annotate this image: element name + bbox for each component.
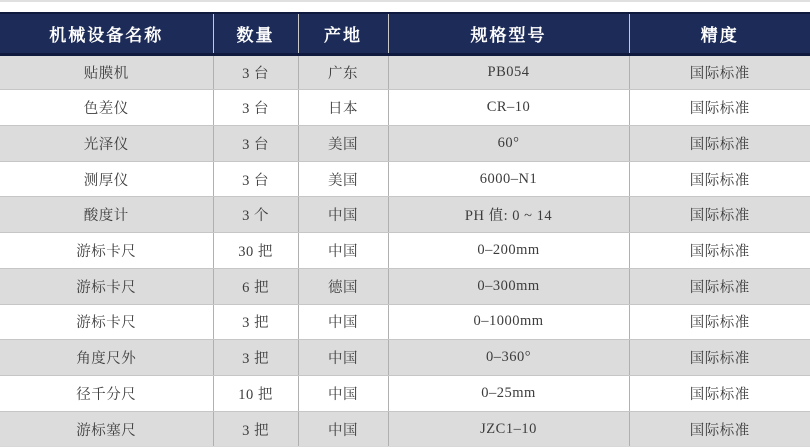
cell-name: 游标卡尺 (0, 233, 213, 269)
table-header (0, 13, 810, 54)
cell-name: 游标卡尺 (0, 268, 213, 304)
table-row (0, 304, 810, 340)
cell-precision: 国际标准 (629, 304, 810, 340)
cell-spec: PB054 (388, 54, 629, 90)
table-row (0, 268, 810, 304)
cell-spec: 6000–N1 (388, 161, 629, 197)
cell-quantity: 3 台 (213, 125, 298, 161)
cell-origin: 中国 (298, 411, 388, 447)
cell-quantity: 3 台 (213, 54, 298, 90)
cell-origin: 美国 (298, 125, 388, 161)
cell-name: 酸度计 (0, 197, 213, 233)
cell-precision: 国际标准 (629, 233, 810, 269)
cell-precision: 国际标准 (629, 125, 810, 161)
header-row (0, 13, 810, 54)
cell-quantity: 3 把 (213, 411, 298, 447)
table-row (0, 197, 810, 233)
header-cell-spec: 规格型号 (388, 13, 629, 54)
header-cell-precision: 精度 (629, 13, 810, 54)
table-row (0, 161, 810, 197)
cell-origin: 中国 (298, 340, 388, 376)
table-row (0, 233, 810, 269)
cell-precision: 国际标准 (629, 54, 810, 90)
table-row (0, 411, 810, 447)
cell-name: 径千分尺 (0, 375, 213, 411)
cell-quantity: 3 台 (213, 161, 298, 197)
cell-spec: 0–200mm (388, 233, 629, 269)
cell-precision: 国际标准 (629, 340, 810, 376)
cell-origin: 广东 (298, 54, 388, 90)
cell-spec: 0–300mm (388, 268, 629, 304)
cell-origin: 德国 (298, 268, 388, 304)
cell-name: 贴膜机 (0, 54, 213, 90)
cell-name: 测厚仪 (0, 161, 213, 197)
table-body (0, 54, 810, 447)
cell-spec: 0–25mm (388, 375, 629, 411)
table-row (0, 375, 810, 411)
equipment-table (0, 12, 810, 447)
cell-quantity: 30 把 (213, 233, 298, 269)
cell-name: 色差仪 (0, 90, 213, 126)
cell-precision: 国际标准 (629, 197, 810, 233)
cell-origin: 中国 (298, 304, 388, 340)
cell-spec: CR–10 (388, 90, 629, 126)
cell-precision: 国际标准 (629, 90, 810, 126)
cell-precision: 国际标准 (629, 161, 810, 197)
table-row (0, 125, 810, 161)
table-row (0, 90, 810, 126)
cell-quantity: 10 把 (213, 375, 298, 411)
table-row (0, 54, 810, 90)
cell-name: 光泽仪 (0, 125, 213, 161)
cell-quantity: 3 把 (213, 304, 298, 340)
cell-origin: 美国 (298, 161, 388, 197)
header-cell-name: 机械设备名称 (0, 13, 213, 54)
cell-spec: 0–360° (388, 340, 629, 376)
cell-precision: 国际标准 (629, 411, 810, 447)
cell-name: 游标塞尺 (0, 411, 213, 447)
table-row (0, 340, 810, 376)
cell-precision: 国际标准 (629, 268, 810, 304)
cell-quantity: 3 个 (213, 197, 298, 233)
cell-origin: 中国 (298, 375, 388, 411)
cell-quantity: 6 把 (213, 268, 298, 304)
cell-name: 游标卡尺 (0, 304, 213, 340)
cell-origin: 中国 (298, 233, 388, 269)
cell-quantity: 3 台 (213, 90, 298, 126)
cell-origin: 日本 (298, 90, 388, 126)
cell-origin: 中国 (298, 197, 388, 233)
cell-spec: 0–1000mm (388, 304, 629, 340)
cell-spec: PH 值: 0 ~ 14 (388, 197, 629, 233)
top-divider (0, 0, 810, 2)
cell-spec: JZC1–10 (388, 411, 629, 447)
cell-spec: 60° (388, 125, 629, 161)
header-cell-quantity: 数量 (213, 13, 298, 54)
header-cell-origin: 产地 (298, 13, 388, 54)
cell-precision: 国际标准 (629, 375, 810, 411)
cell-name: 角度尺外 (0, 340, 213, 376)
cell-quantity: 3 把 (213, 340, 298, 376)
